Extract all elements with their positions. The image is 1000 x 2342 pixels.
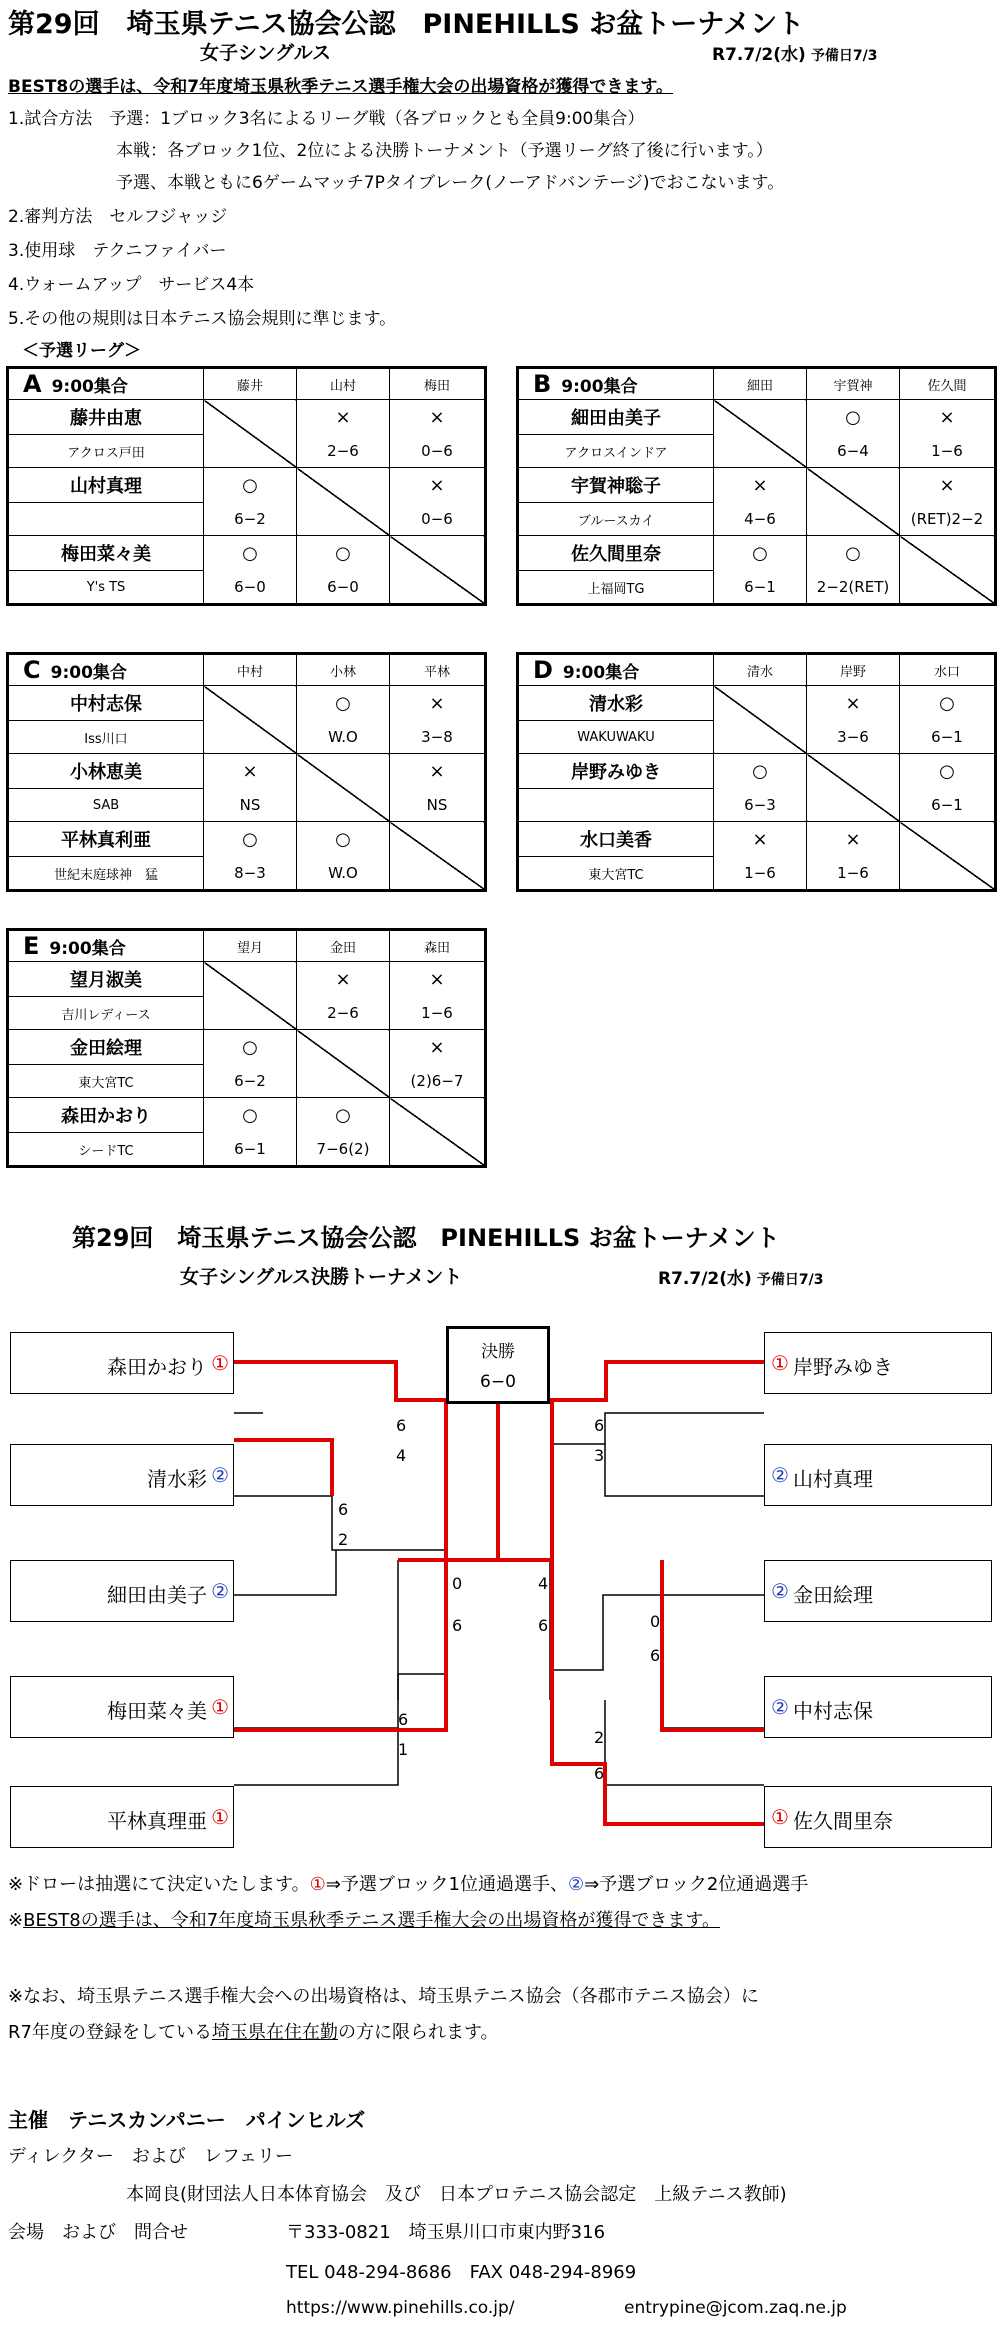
final-score: 6−0 [480, 1372, 516, 1392]
match-score: 8−3 [204, 857, 297, 891]
match-score: 0−6 [390, 435, 486, 468]
column-header: 金田 [297, 930, 390, 962]
bracket-left-slot-1 [10, 1332, 234, 1394]
player-name: 梅田菜々美 [8, 536, 204, 571]
column-header: 細田 [714, 368, 807, 400]
seed2-desc: ⇒予選ブロック2位通過選手 [584, 1874, 809, 1895]
match-result-mark: × [900, 400, 996, 435]
eligibility-line-2 [8, 2018, 499, 2044]
match-result-mark: ○ [807, 536, 900, 571]
venue-label: 会場 および 問合せ [8, 2222, 188, 2243]
match-result-mark: × [390, 686, 486, 721]
player-club: ブルースカイ [518, 503, 714, 536]
match-result-mark: × [297, 962, 390, 997]
player-club: アクロスインドア [518, 435, 714, 468]
group-label [8, 368, 204, 400]
match-result-mark: × [807, 686, 900, 721]
player-name: 山村真理 [793, 1467, 873, 1491]
player-club [518, 789, 714, 822]
player-name: 岸野みゆき [793, 1355, 893, 1379]
group-time: 9:00集合 [49, 939, 126, 959]
best8-note [8, 1906, 720, 1932]
match-score: 1−6 [714, 857, 807, 891]
score-r-semi-bot: 6 [538, 1616, 549, 1635]
bracket-title: 第29回 埼玉県テニス協会公認 PINEHILLS お盆トーナメント [72, 1224, 780, 1252]
match-result-mark: ○ [714, 536, 807, 571]
seed-badge: ② [211, 1463, 229, 1487]
match-score: 6−2 [204, 1065, 297, 1098]
column-header: 中村 [204, 654, 297, 686]
player-name: 望月淑美 [8, 962, 204, 997]
seed-badge: ② [771, 1463, 789, 1487]
match-score: 6−1 [204, 1133, 297, 1167]
match-result-mark: ○ [714, 754, 807, 789]
match-result-mark: ○ [204, 536, 297, 571]
column-header: 水口 [900, 654, 996, 686]
column-header: 清水 [714, 654, 807, 686]
best8-mark: ※ [8, 1910, 24, 1931]
venue-tel-fax: TEL 048-294-8686 FAX 048-294-8969 [286, 2262, 637, 2283]
self-match-cell [714, 400, 807, 468]
score-l-semi-top: 0 [452, 1574, 463, 1593]
player-name: 山村真理 [8, 468, 204, 503]
seed1-desc: ⇒予選ブロック1位通過選手、 [325, 1874, 568, 1895]
director-label: ディレクター および レフェリー [8, 2146, 293, 2167]
bracket-reserve-date: 予備日7/3 [756, 1272, 824, 1288]
self-match-cell [390, 536, 486, 605]
eligibility-line-1: ※なお、埼玉県テニス選手権大会への出場資格は、埼玉県テニス協会（各郡市テニス協会）に [8, 1986, 759, 2007]
match-score: 6−3 [714, 789, 807, 822]
match-score: 2−2(RET) [807, 571, 900, 605]
match-result-mark: × [390, 400, 486, 435]
score-l-r1-bot: 2 [338, 1530, 349, 1549]
match-result-mark: × [204, 754, 297, 789]
match-score: NS [204, 789, 297, 822]
column-header: 小林 [297, 654, 390, 686]
group-label [518, 654, 714, 686]
league-heading: ＜予選リーグ＞ [22, 341, 141, 361]
score-r-r1-top: 0 [650, 1612, 661, 1631]
player-name: 清水彩 [147, 1467, 207, 1491]
bracket-left-slot-3 [10, 1560, 234, 1622]
player-club: 東大宮TC [518, 857, 714, 891]
player-club: 吉川レディース [8, 997, 204, 1030]
player-club: Iss川口 [8, 721, 204, 754]
seed-badge: ② [771, 1579, 789, 1603]
match-result-mark: ○ [204, 822, 297, 857]
match-result-mark: × [297, 400, 390, 435]
match-score: 2−6 [297, 435, 390, 468]
column-header: 平林 [390, 654, 486, 686]
group-time: 9:00集合 [562, 663, 640, 683]
group-label [518, 368, 714, 400]
group-time: 9:00集合 [50, 663, 127, 683]
venue-address: 〒333-0821 埼玉県川口市東内野316 [286, 2222, 606, 2243]
bracket-date: R7.7/2(水) [658, 1269, 752, 1289]
seed-badge: ② [211, 1579, 229, 1603]
player-name: 清水彩 [518, 686, 714, 721]
rule-4: 4.ウォームアップ サービス4本 [8, 275, 255, 295]
match-score: 3−6 [807, 721, 900, 754]
final-box [446, 1326, 550, 1404]
self-match-cell [807, 754, 900, 822]
seed2-mark: ② [567, 1874, 585, 1895]
bracket-right-slot-4 [764, 1676, 992, 1738]
host: 主催 テニスカンパニー パインヒルズ [8, 2108, 366, 2132]
bracket-right-slot-2 [764, 1444, 992, 1506]
self-match-cell [390, 1098, 486, 1167]
self-match-cell [900, 536, 996, 605]
bracket-date-line [658, 1264, 824, 1289]
eligibility-line-2a: R7年度の登録をしている [8, 2022, 212, 2043]
match-result-mark: × [714, 468, 807, 503]
match-score: 1−6 [390, 997, 486, 1030]
column-header: 望月 [204, 930, 297, 962]
seed-badge: ① [211, 1695, 229, 1719]
score-l-sf-top: 6 [396, 1416, 407, 1435]
match-result-mark: ○ [900, 754, 996, 789]
self-match-cell [204, 962, 297, 1030]
bracket-left-slot-2 [10, 1444, 234, 1506]
group-time: 9:00集合 [561, 377, 638, 397]
score-r-q2-top: 2 [594, 1728, 605, 1747]
rule-1: 1.試合方法 予選：1ブロック3名によるリーグ戦（各ブロックとも全員9:00集合） [8, 109, 645, 129]
match-score: 6−1 [714, 571, 807, 605]
player-name: 藤井由恵 [8, 400, 204, 435]
match-result-mark: × [900, 468, 996, 503]
self-match-cell [297, 754, 390, 822]
match-score: 1−6 [900, 435, 996, 468]
self-match-cell [900, 822, 996, 891]
match-score: 6−0 [297, 571, 390, 605]
event-date: R7.7/2(水) [712, 45, 806, 65]
self-match-cell [714, 686, 807, 754]
player-club: WAKUWAKU [518, 721, 714, 754]
match-score: 6−4 [807, 435, 900, 468]
reserve-date: 予備日7/3 [810, 48, 878, 64]
player-name: 中村志保 [8, 686, 204, 721]
match-score: 4−6 [714, 503, 807, 536]
bracket-left-slot-4 [10, 1676, 234, 1738]
column-header: 岸野 [807, 654, 900, 686]
director: 本岡良(財団法人日本体育協会 及び 日本プロテニス協会認定 上級テニス教師) [126, 2184, 787, 2205]
self-match-cell [297, 1030, 390, 1098]
eligibility-line-2c: の方に限られます。 [337, 2022, 499, 2043]
match-result-mark: × [390, 1030, 486, 1065]
score-r-q1-top: 6 [594, 1416, 605, 1435]
score-l-semi-bot: 6 [452, 1616, 463, 1635]
player-club: 世紀末庭球神 猛 [8, 857, 204, 891]
match-score: 6−1 [900, 789, 996, 822]
player-name: 森田かおり [8, 1098, 204, 1133]
group-letter: C [23, 656, 41, 684]
score-r-q1-bot: 3 [594, 1446, 605, 1465]
match-score: 6−0 [204, 571, 297, 605]
group-label [8, 930, 204, 962]
rule-3: 3.使用球 テクニファイバー [8, 241, 227, 261]
player-name: 森田かおり [107, 1355, 207, 1379]
draw-note-text: ※ドローは抽選にて決定いたします。 [8, 1874, 310, 1895]
match-score: (RET)2−2 [900, 503, 996, 536]
player-club: SAB [8, 789, 204, 822]
group-table-d [516, 652, 997, 892]
player-name: 梅田菜々美 [107, 1699, 207, 1723]
match-result-mark: ○ [900, 686, 996, 721]
score-l-qf-top: 6 [398, 1710, 409, 1729]
player-name: 水口美香 [518, 822, 714, 857]
column-header: 佐久間 [900, 368, 996, 400]
match-result-mark: ○ [297, 822, 390, 857]
match-score: 7−6(2) [297, 1133, 390, 1167]
rule-2: 2.審判方法 セルフジャッジ [8, 207, 228, 227]
match-score: (2)6−7 [390, 1065, 486, 1098]
seed-badge: ① [771, 1351, 789, 1375]
column-header: 森田 [390, 930, 486, 962]
bracket-right-slot-1 [764, 1332, 992, 1394]
match-result-mark: × [390, 468, 486, 503]
column-header: 藤井 [204, 368, 297, 400]
match-result-mark: × [807, 822, 900, 857]
bracket-right-slot-5 [764, 1786, 992, 1848]
match-score: 3−8 [390, 721, 486, 754]
self-match-cell [204, 400, 297, 468]
event-date-line [712, 40, 878, 65]
best8-note-text: BEST8の選手は、令和7年度埼玉県秋季テニス選手権大会の出場資格が獲得できます。 [23, 1910, 720, 1931]
player-name: 佐久間里奈 [793, 1809, 893, 1833]
bracket-left-slot-5 [10, 1786, 234, 1848]
match-result-mark: × [714, 822, 807, 857]
column-header: 宇賀神 [807, 368, 900, 400]
match-result-mark: ○ [297, 686, 390, 721]
seed-badge: ① [771, 1805, 789, 1829]
self-match-cell [297, 468, 390, 536]
match-result-mark: ○ [297, 536, 390, 571]
group-table-a [6, 366, 487, 606]
match-score: 1−6 [807, 857, 900, 891]
self-match-cell [204, 686, 297, 754]
best8-notice: BEST8の選手は、令和7年度埼玉県秋季テニス選手権大会の出場資格が獲得できます。 [8, 77, 674, 97]
group-time: 9:00集合 [51, 377, 128, 397]
column-header: 梅田 [390, 368, 486, 400]
match-score: NS [390, 789, 486, 822]
rule-5: 5.その他の規則は日本テニス協会規則に準じます。 [8, 309, 397, 329]
group-table-c [6, 652, 487, 892]
match-result-mark: ○ [297, 1098, 390, 1133]
player-club: 東大宮TC [8, 1065, 204, 1098]
eligibility-residence: 埼玉県在住在勤 [211, 2022, 338, 2043]
draw-note [8, 1870, 808, 1896]
player-name: 小林恵美 [8, 754, 204, 789]
email-link[interactable]: entrypine@jcom.zaq.ne.jp [624, 2298, 847, 2318]
seed-badge: ① [211, 1351, 229, 1375]
score-l-sf-bot: 4 [396, 1446, 407, 1465]
player-club: Y's TS [8, 571, 204, 605]
self-match-cell [390, 822, 486, 891]
player-name: 佐久間里奈 [518, 536, 714, 571]
player-club: 上福岡TG [518, 571, 714, 605]
group-letter: A [23, 370, 42, 398]
group-letter: D [533, 656, 553, 684]
player-name: 細田由美子 [107, 1583, 207, 1607]
score-r-semi-top: 4 [538, 1574, 549, 1593]
group-letter: E [23, 932, 40, 960]
player-name: 宇賀神聡子 [518, 468, 714, 503]
player-name: 細田由美子 [518, 400, 714, 435]
rule-1-main: 本戦：各ブロック1位、2位による決勝トーナメント（予選リーグ終了後に行います。） [116, 141, 773, 161]
self-match-cell [807, 468, 900, 536]
column-header: 山村 [297, 368, 390, 400]
group-table-b [516, 366, 997, 606]
match-result-mark: ○ [204, 1098, 297, 1133]
page-title: 第29回 埼玉県テニス協会公認 PINEHILLS お盆トーナメント [8, 9, 805, 40]
player-club: シードTC [8, 1133, 204, 1167]
match-result-mark: × [390, 754, 486, 789]
group-label [8, 654, 204, 686]
match-score: 2−6 [297, 997, 390, 1030]
group-table-e [6, 928, 487, 1168]
match-result-mark: ○ [204, 1030, 297, 1065]
event-name: 女子シングルス [200, 42, 332, 64]
match-result-mark: × [390, 962, 486, 997]
score-r-q2-bot: 6 [594, 1764, 605, 1783]
seed1-mark: ① [309, 1874, 326, 1895]
match-score: W.O [297, 721, 390, 754]
match-score: 0−6 [390, 503, 486, 536]
match-score: 6−1 [900, 721, 996, 754]
player-name: 平林真理亜 [107, 1809, 207, 1833]
player-club: アクロス戸田 [8, 435, 204, 468]
match-score: 6−2 [204, 503, 297, 536]
score-l-qf-bot: 1 [398, 1740, 409, 1759]
rule-1-format: 予選、本戦ともに6ゲームマッチ7Pタイブレーク(ノーアドバンテージ)でおこないます。 [116, 173, 785, 193]
bracket-right-slot-3 [764, 1560, 992, 1622]
score-r-r1-bot: 6 [650, 1646, 661, 1665]
player-club [8, 503, 204, 536]
website-link[interactable]: https://www.pinehills.co.jp/ [286, 2298, 515, 2318]
group-letter: B [533, 370, 552, 398]
match-result-mark: ○ [807, 400, 900, 435]
match-result-mark: ○ [204, 468, 297, 503]
match-score: W.O [297, 857, 390, 891]
seed-badge: ② [771, 1695, 789, 1719]
seed-badge: ① [211, 1805, 229, 1829]
player-name: 金田絵理 [793, 1583, 873, 1607]
bracket-event: 女子シングルス決勝トーナメント [180, 1266, 463, 1288]
player-name: 平林真利亜 [8, 822, 204, 857]
player-name: 岸野みゆき [518, 754, 714, 789]
score-l-r1-top: 6 [338, 1500, 349, 1519]
final-label: 決勝 [481, 1342, 515, 1362]
player-name: 金田絵理 [8, 1030, 204, 1065]
player-name: 中村志保 [793, 1699, 873, 1723]
